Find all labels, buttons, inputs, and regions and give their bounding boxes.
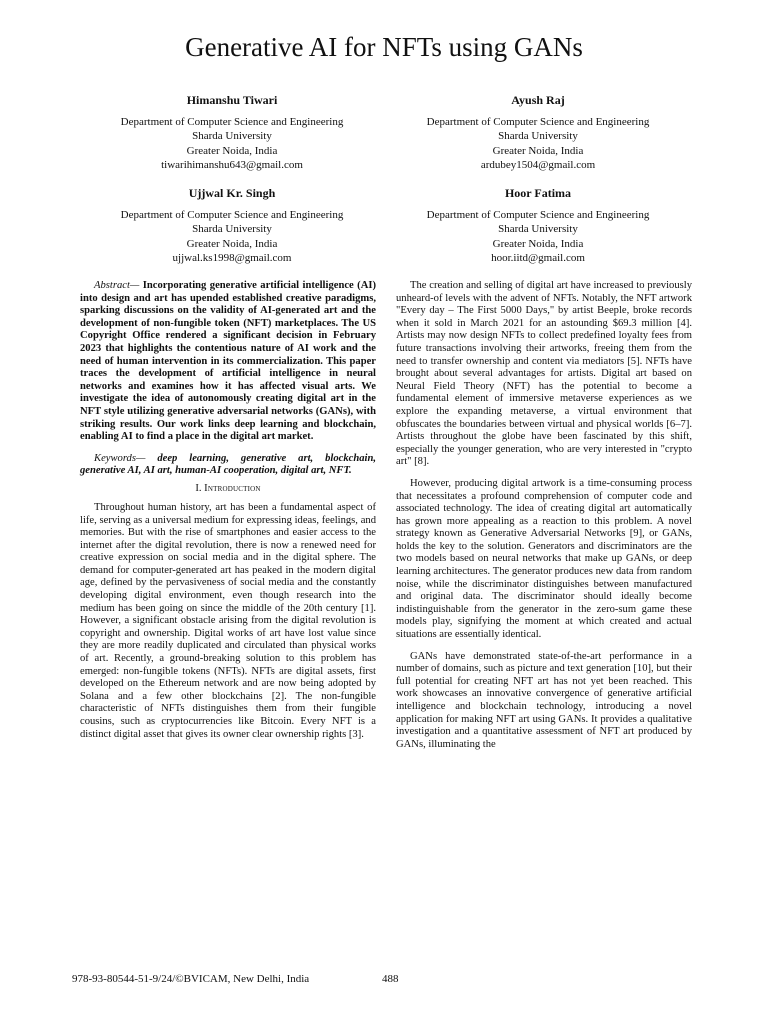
body-paragraph: Throughout human history, art has been a fundamental aspect of life, serving as a universal medium for expressing ideas, feelings, and memories. But with the rise of smartphones and easier access to the internet after the digital revolution, there is now a renewed need for creative expression on social media and in the digital sphere. The demand for computer-generated art has peaked in the modern digital age, defined by the pervasiveness of social media and the constantly developing digital environment, even though research into the medium has been going on since the middle of the 20th century [1]. However, a significant obstacle arising from the digital revolution is copyright and ownership. Digital works of art have lost value since they are more readily duplicated and circulated than physical works of art. Recently, a ground-breaking solution to this problem has emerged: non-fungible tokens (NFTs). NFTs are digital assets, first developed on the Ethereum network and are now being adopted by Solana and a few other blockchains [2]. The non-fungible characteristic of NFTs distinguishes them from their fungible cousins, such as cryptocurrencies like Bitcoin. Every NFT is a distinct digital asset that gives its owner clear ownership rights [3]. [80,501,376,740]
paper-title: Generative AI for NFTs using GANs [185,32,583,62]
author-name: Ujjwal Kr. Singh [188,186,276,200]
author-block [72,93,392,173]
author-email[interactable]: ujjwal.ks1998@gmail.com [172,252,292,264]
author-block [378,186,698,266]
author-name: Ayush Raj [511,93,565,107]
author-location: Greater Noida, India [492,237,584,250]
keywords [80,453,376,478]
author-email[interactable]: hoor.iitd@gmail.com [491,252,585,264]
author-location: Greater Noida, India [492,144,584,157]
author-email[interactable]: ardubey1504@gmail.com [480,159,596,171]
author-location: Greater Noida, India [186,237,278,250]
author-department: Department of Computer Science and Engineering [120,208,344,221]
body-paragraph: GANs have demonstrated state-of-the-art performance in a number of domains, such as picture and text generation [10], but their full potential for creating NFT art has not yet been reached. This work showcases an innovative convergence of generative artificial intelligence and blockchain technology, introducing a novel application for making NFT art using GANs. It provides a qualitative investigation and a quantitative assessment of NFT art produced by GANs, illuminating the [396,650,692,750]
author-name: Hoor Fatima [504,186,572,200]
author-department: Department of Computer Science and Engineering [426,208,650,221]
author-university: Sharda University [498,130,578,142]
section-heading [80,482,376,496]
abstract-label: Abstract— [94,280,140,291]
page-number: 488 [382,973,399,985]
author-department: Department of Computer Science and Engineering [120,115,344,128]
left-column [80,280,376,741]
author-block [378,93,698,173]
right-column [396,280,692,751]
author-university: Sharda University [192,223,272,235]
abstract [80,280,376,444]
footer-isbn: 978-93-80544-51-9/24/©BVICAM, New Delhi, India [72,973,310,985]
author-email[interactable]: tiwarihimanshu643@gmail.com [161,159,303,171]
author-name: Himanshu Tiwari [186,93,278,107]
author-block [72,186,392,266]
keywords-label: Keywords— [94,452,146,464]
section-title: Introduction [204,482,261,494]
author-location: Greater Noida, India [186,144,278,157]
keywords-text: deep learning, generative art, blockchain, generative AI, AI art, human-AI cooperation, digital art, NFT. [80,452,376,477]
author-university: Sharda University [498,223,578,235]
section-number: I. [195,482,202,494]
author-university: Sharda University [192,130,272,142]
body-paragraph: However, producing digital artwork is a time-consuming process that necessitates a profound comprehension of computer code and associated technology. The idea of creating digital art automatically has grown more appealing as a reaction to this problem. A novel strategy known as Generative Adversarial Networks [9], or GANs, holds the key to the solution. Generators and discriminators are the two models based on neural networks that make up GANs, or deep learning architectures. The generator produces new data from random noise, while the discriminator distinguishes between manufactured and original data. The discriminator should ideally become indistinguishable from the generator in the zero-sum game these models play, signifying the moment at which created and actual situations are essentially identical. [396,477,692,641]
author-department: Department of Computer Science and Engineering [426,115,650,128]
body-paragraph: The creation and selling of digital art have increased to previously unheard-of levels with the advent of NFTs. Notably, the NFT artwork "Every day – The First 5000 Days," by artist Beeple, broke records when it sold in March 2021 for an astounding $69.3 million [4]. Artists may now design NFTs to collect predefined loyalty fees from future transactions involving their artworks, freeing them from the need to transfer ownership and content via mediators [5]. NFTs have brought about several advantages for artists. Digital art based on Neural Field Theory (NFT) has the potential to become a fundamental element of immersive metaverse experiences as we explore the expanding metaverse, a virtual environment that obfuscates the boundaries between virtual and physical worlds [6–7]. Artists throughout the globe have been fascinated by this shift, especially the younger generation, who are very interested in "crypto art" [8]. [396,280,692,468]
abstract-text: Incorporating generative artificial intelligence (AI) into design and art has upended established creative paradigms, sparking discussions on the validity of AI-generated art and the development of non-fungible token (NFT) marketplaces. The US Copyright Office rendered a significant decision in February 2023 that highlights the contentious nature of AI work and the need of human intervention in its commercialization. This paper traces the development of artificial intelligence in neural networks and examines how it has affected visual arts. We investigate the idea of autonomously creating digital art in the NFT style utilizing generative adversarial networks (GANs), with striking results. Our work links deep learning and blockchain, enabling AI to find a place in the digital art market. [80,280,377,443]
